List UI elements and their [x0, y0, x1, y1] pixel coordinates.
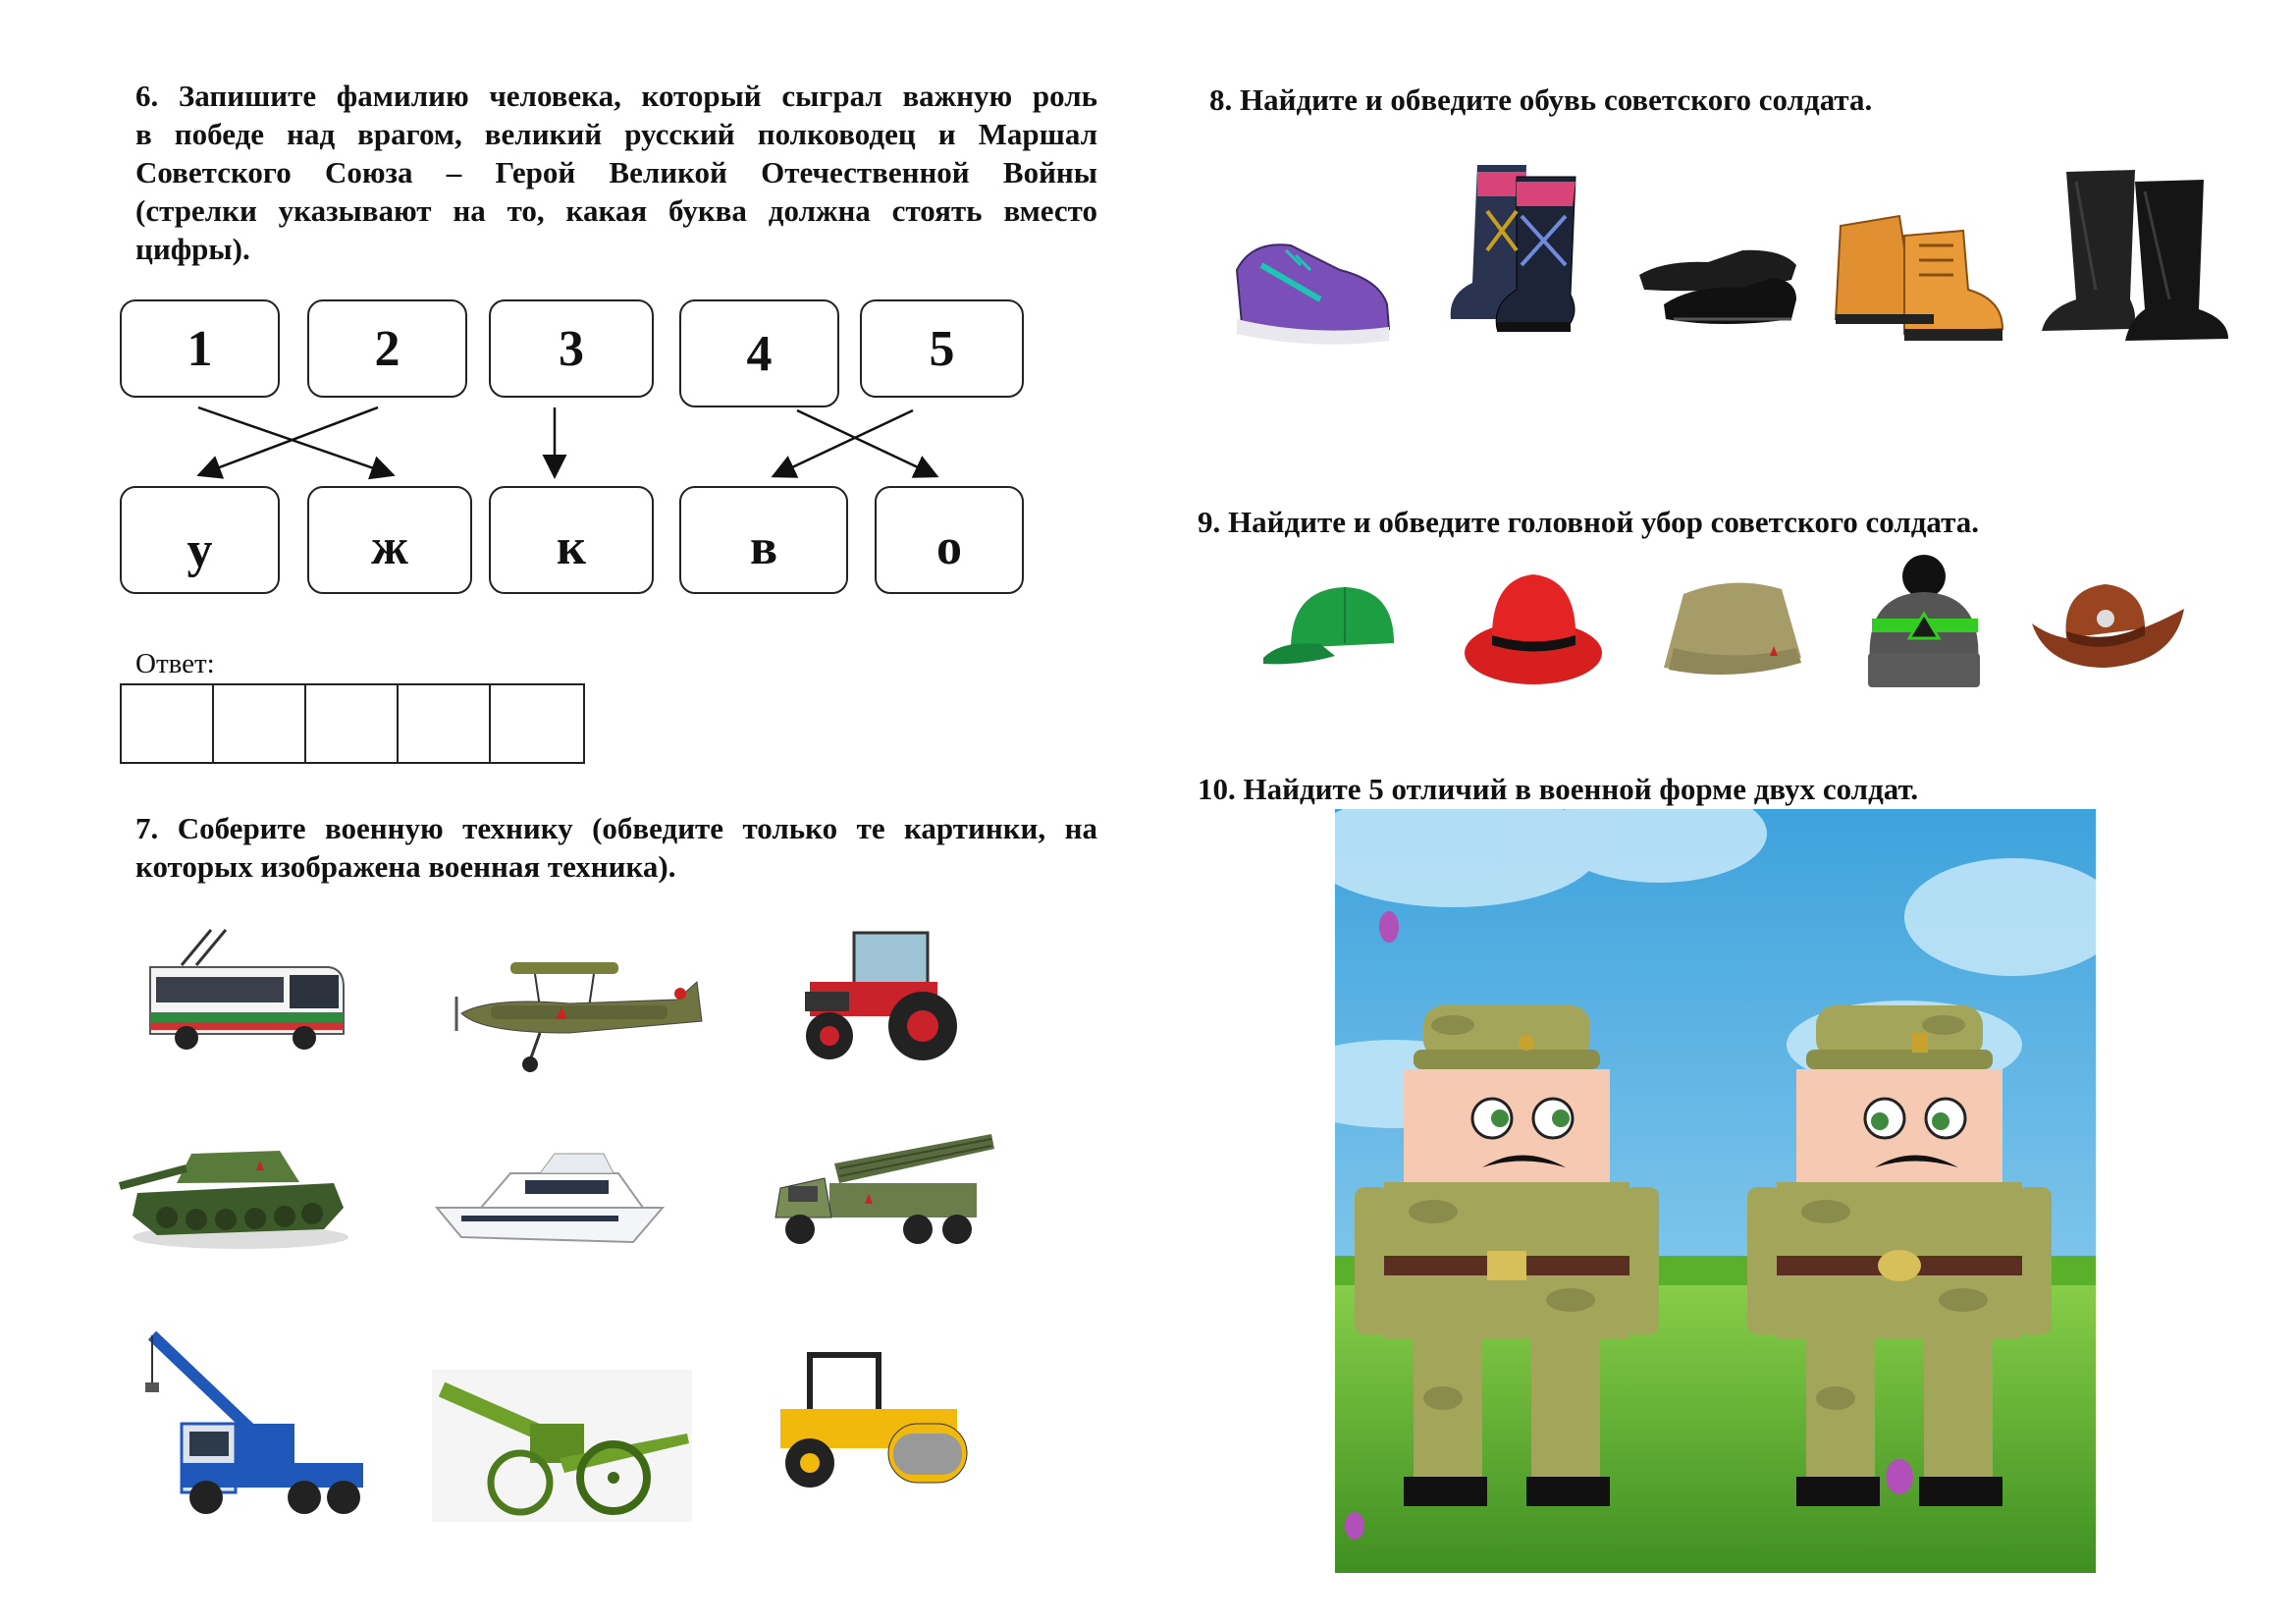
- q6-line: 6. Запишите фамилию человека, который сыграл важную роль: [135, 79, 1097, 113]
- q10-text: 10. Найдите 5 отличий в военной форме двух солдат.: [1198, 772, 1919, 806]
- letter-box-3: к: [489, 486, 654, 594]
- arrow-4-to-o: [797, 410, 934, 475]
- beanie-image[interactable]: [1860, 555, 1988, 692]
- dress-shoes-image[interactable]: [1634, 221, 1801, 334]
- q7-text: [135, 809, 1097, 886]
- number-box-1: 1: [120, 299, 280, 398]
- q6-arrows: [0, 0, 1080, 511]
- answer-label: Ответ:: [135, 648, 215, 679]
- cowboy-hat-image[interactable]: [2027, 574, 2189, 677]
- q9-text: 9. Найдите и обведите головной убор советского солдата.: [1198, 505, 1979, 539]
- q6-line: (стрелки указывают на то, какая буква должна стоять вместо: [135, 193, 1097, 228]
- q6-line: в победе над врагом, великий русский полководец и Маршал: [135, 117, 1097, 151]
- q6-line: цифры).: [135, 232, 250, 266]
- letter-box-4: в: [679, 486, 848, 594]
- yacht-image[interactable]: [432, 1139, 667, 1252]
- arrow-5-to-v: [775, 410, 913, 475]
- red-hat-image[interactable]: [1463, 565, 1605, 692]
- answer-cell-4[interactable]: [397, 683, 491, 764]
- letter-box-5: о: [875, 486, 1024, 594]
- number-box-5: 5: [860, 299, 1024, 398]
- work-boots-image[interactable]: [1826, 206, 2007, 349]
- rubber-boots-image[interactable]: [1443, 157, 1600, 339]
- tractor-image[interactable]: [795, 928, 972, 1065]
- answer-cell-1[interactable]: [120, 683, 214, 764]
- answer-cell-2[interactable]: [212, 683, 306, 764]
- pilotka-image[interactable]: [1659, 569, 1806, 687]
- trolleybus-image[interactable]: [142, 928, 348, 1060]
- two-soldiers-image[interactable]: [1335, 809, 2096, 1573]
- q7-line: 7. Соберите военную технику (обведите только те картинки, на: [135, 811, 1097, 845]
- letter-box-2: ж: [307, 486, 472, 594]
- army-boots-image[interactable]: [2037, 162, 2238, 353]
- tank-image[interactable]: [118, 1100, 353, 1257]
- letter-box-1: у: [120, 486, 280, 594]
- q8-text: 8. Найдите и обведите обувь советского солдата.: [1209, 82, 1873, 117]
- answer-cell-5[interactable]: [489, 683, 585, 764]
- green-cap-image[interactable]: [1261, 579, 1399, 673]
- number-box-3: 3: [489, 299, 654, 398]
- q6-line: Советского Союза – Герой Великой Отечественной Войны: [135, 155, 1097, 189]
- sneaker-image[interactable]: [1232, 211, 1394, 358]
- q7-line: которых изображена военная техника).: [135, 849, 676, 884]
- crane-truck-image[interactable]: [142, 1326, 368, 1522]
- number-box-2: 2: [307, 299, 467, 398]
- biplane-image[interactable]: [452, 943, 707, 1080]
- answer-cell-3[interactable]: [304, 683, 399, 764]
- road-roller-image[interactable]: [771, 1350, 982, 1497]
- number-box-4: 4: [679, 299, 839, 407]
- howitzer-image[interactable]: [432, 1370, 692, 1522]
- rocket-launcher-truck-image[interactable]: [771, 1129, 996, 1252]
